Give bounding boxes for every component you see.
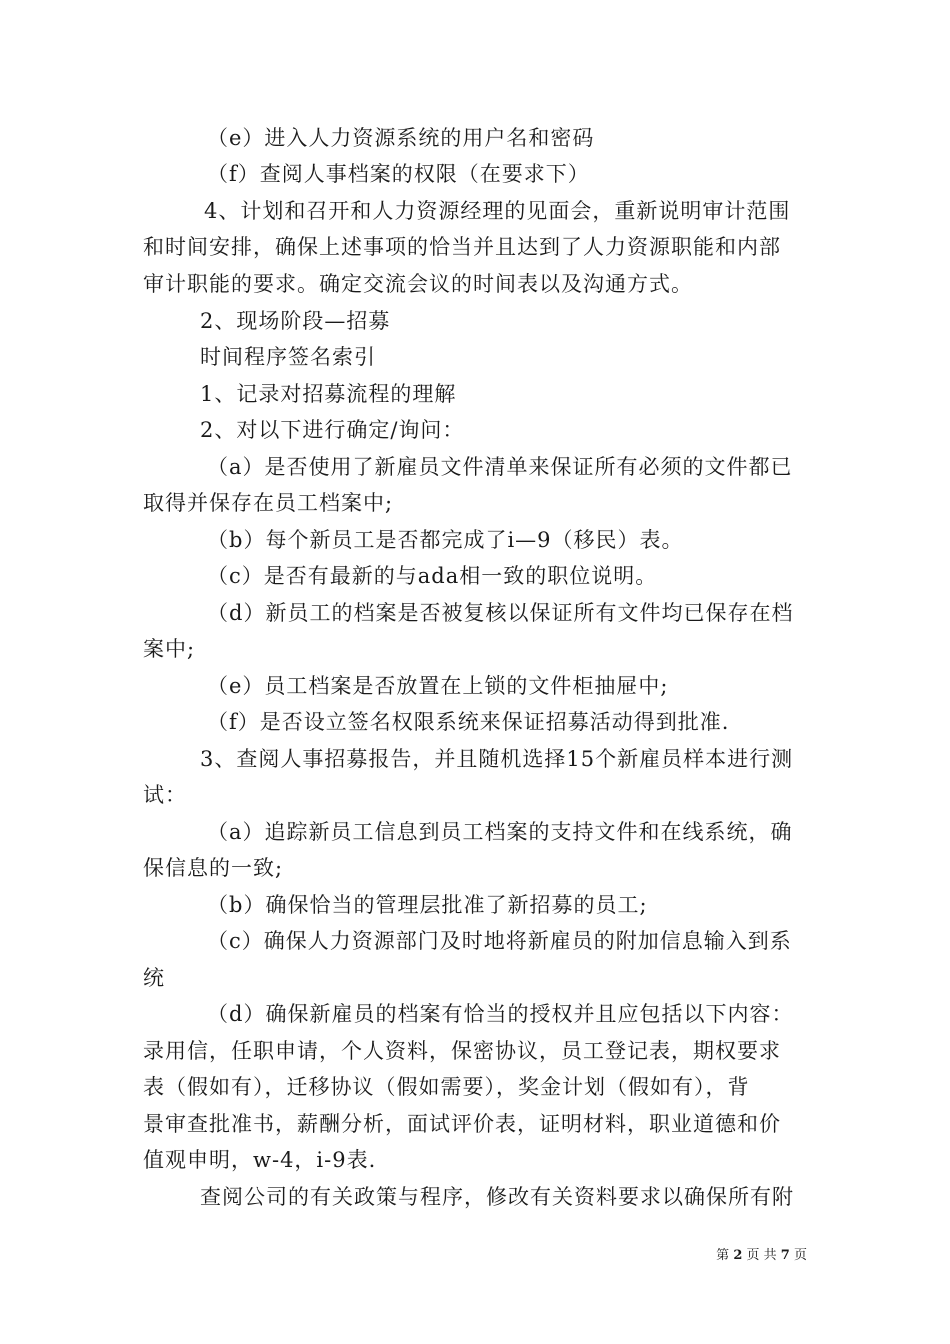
footer-prefix: 第 <box>716 1248 730 1263</box>
footer-suffix: 页 <box>793 1248 807 1263</box>
text-line: 4、计划和召开和人力资源经理的见面会，重新说明审计范围 <box>204 199 791 223</box>
text-line: 3、查阅人事招募报告，并且随机选择15个新雇员样本进行测 <box>200 747 794 771</box>
text-line: 时间程序签名索引 <box>200 345 376 369</box>
text-line: （a）追踪新员工信息到员工档案的支持文件和在线系统，确 <box>207 820 793 844</box>
text-line: 值观申明，w-4，i-9表. <box>143 1148 377 1172</box>
text-line: （e）员工档案是否放置在上锁的文件柜抽屉中; <box>207 674 669 698</box>
text-line: 2、现场阶段—招募 <box>200 309 391 333</box>
text-line: （b）确保恰当的管理层批准了新招募的员工; <box>207 893 648 917</box>
text-line: 统 <box>143 966 165 990</box>
text-line: （d）新员工的档案是否被复核以保证所有文件均已保存在档 <box>207 601 794 625</box>
footer-middle: 页 共 <box>746 1248 777 1263</box>
text-line: 保信息的一致; <box>143 856 284 880</box>
text-line: 试： <box>143 783 187 807</box>
text-line: 2、对以下进行确定/询问： <box>200 418 465 442</box>
text-line: （d）确保新雇员的档案有恰当的授权并且应包括以下内容： <box>207 1002 794 1026</box>
text-line: （f）是否设立签名权限系统来保证招募活动得到批准. <box>207 710 730 734</box>
text-line: 审计职能的要求。确定交流会议的时间表以及沟通方式。 <box>143 272 693 296</box>
text-line: （c）确保人力资源部门及时地将新雇员的附加信息输入到系 <box>207 929 792 953</box>
text-line: 案中; <box>143 637 196 661</box>
text-line: 1、记录对招募流程的理解 <box>200 382 457 406</box>
footer-total-pages: 7 <box>780 1248 790 1263</box>
text-line: 取得并保存在员工档案中; <box>143 491 394 515</box>
text-line: 和时间安排，确保上述事项的恰当并且达到了人力资源职能和内部 <box>143 235 781 259</box>
text-line: （f）查阅人事档案的权限（在要求下） <box>207 162 590 186</box>
text-line: 表（假如有），迁移协议（假如需要），奖金计划（假如有），背 <box>143 1075 750 1099</box>
text-line: 录用信，任职申请，个人资料，保密协议，员工登记表，期权要求 <box>143 1039 781 1063</box>
page-number-footer <box>716 1248 807 1264</box>
text-line: 景审查批准书，薪酬分析，面试评价表，证明材料，职业道德和价 <box>143 1112 781 1136</box>
footer-current-page: 2 <box>733 1248 743 1263</box>
text-line: （a）是否使用了新雇员文件清单来保证所有必须的文件都已 <box>207 455 793 479</box>
text-line: （b）每个新员工是否都完成了i—9（移民）表。 <box>207 528 684 552</box>
text-line: （e）进入人力资源系统的用户名和密码 <box>207 126 595 150</box>
text-line: （c）是否有最新的与ada相一致的职位说明。 <box>207 564 658 588</box>
text-line: 查阅公司的有关政策与程序，修改有关资料要求以确保所有附 <box>200 1185 794 1209</box>
